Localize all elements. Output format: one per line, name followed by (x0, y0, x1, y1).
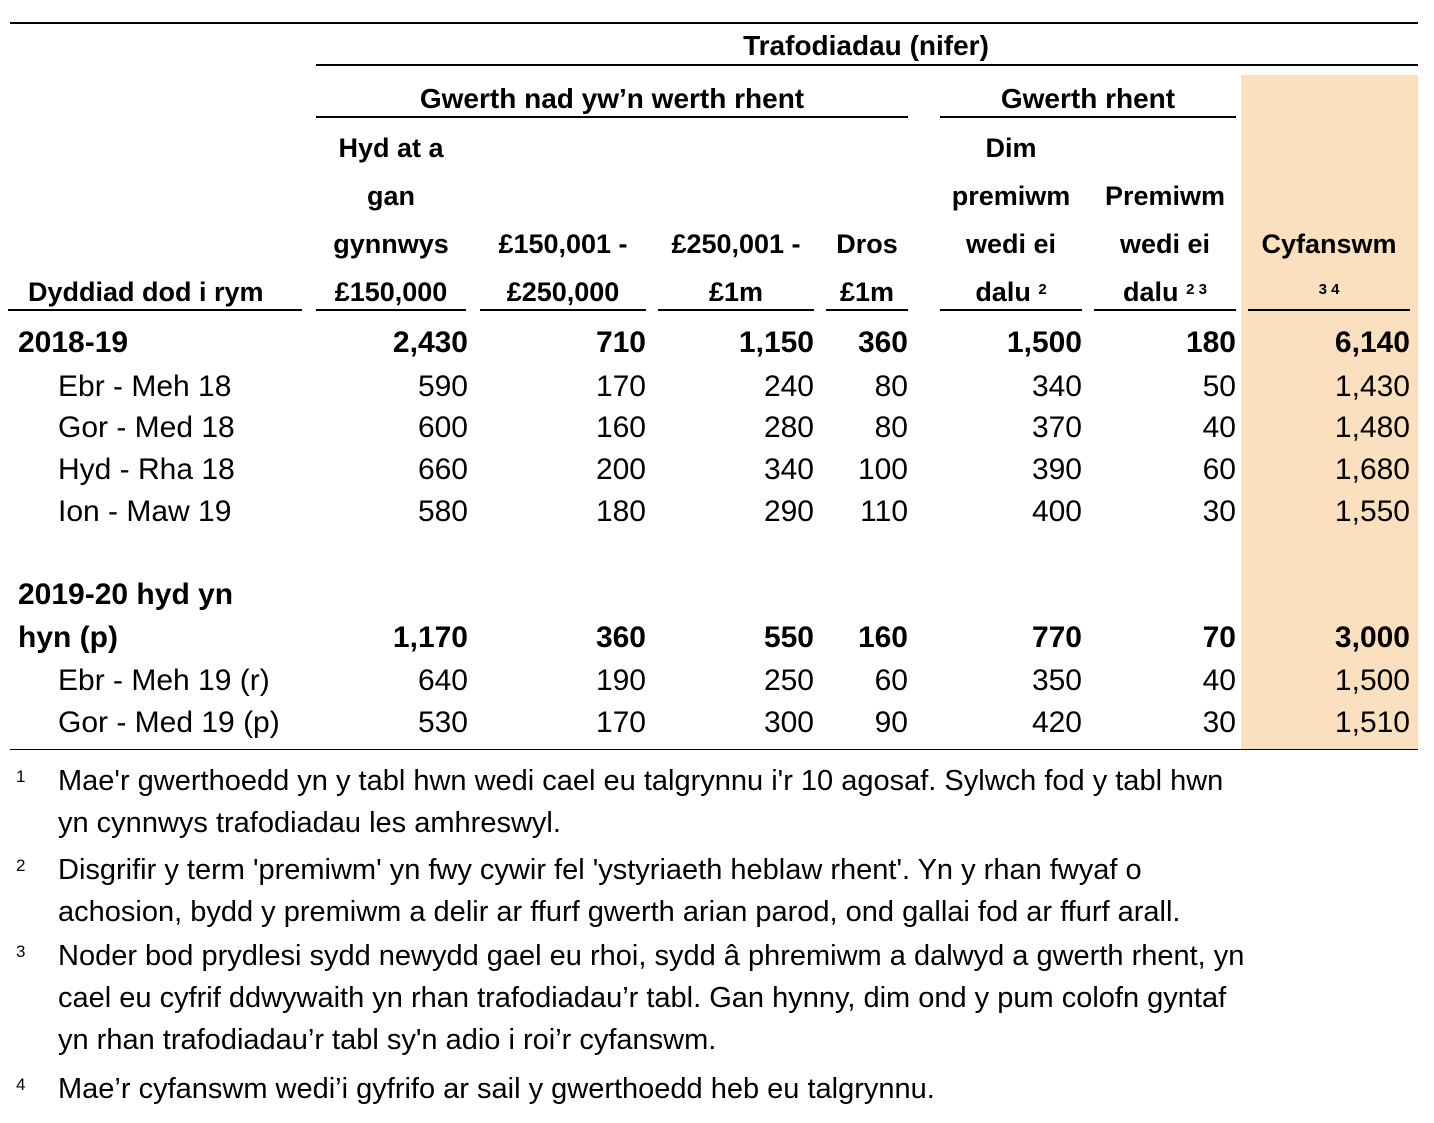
cell: 710 (595, 326, 646, 359)
cell: 590 (417, 370, 468, 403)
cell: 80 (874, 370, 908, 403)
table-row (0, 366, 1434, 408)
footnote-ref: 3 4 (1318, 281, 1340, 298)
cell: 30 (1202, 706, 1236, 739)
cell: 770 (1031, 621, 1082, 654)
cell: 400 (1031, 495, 1082, 528)
group-non-rent-rule (316, 116, 908, 118)
cell: 360 (857, 326, 908, 359)
cell: 360 (595, 621, 646, 654)
row-label: Gor - Med 18 (58, 411, 235, 444)
cell: 1,480 (1334, 411, 1410, 444)
cell: 6,140 (1334, 326, 1410, 359)
cell: 100 (857, 453, 908, 486)
cell: 340 (763, 453, 814, 486)
table-row (0, 660, 1434, 702)
cell: 90 (874, 706, 908, 739)
cell: 60 (1202, 453, 1236, 486)
footnote-mark: 3 (16, 942, 26, 961)
cell: 640 (417, 664, 468, 697)
cell: 300 (763, 706, 814, 739)
cell: 190 (595, 664, 646, 697)
header-rule (1248, 309, 1410, 311)
footnote-mark: 1 (16, 767, 26, 786)
cell: 170 (595, 370, 646, 403)
cell: 60 (874, 664, 908, 697)
table-row (0, 407, 1434, 449)
table-row (0, 702, 1434, 744)
row-label: Gor - Med 19 (p) (58, 706, 280, 739)
cell: 350 (1031, 664, 1082, 697)
cell: 180 (1185, 326, 1236, 359)
table-row-label-line (0, 574, 1434, 616)
group-rent: Gwerth rhent (1000, 83, 1176, 114)
cell: 240 (763, 370, 814, 403)
cell: 170 (595, 706, 646, 739)
cell: 250 (763, 664, 814, 697)
cell: 70 (1202, 621, 1236, 654)
cell: 30 (1202, 495, 1236, 528)
cell: 40 (1202, 664, 1236, 697)
cell: 370 (1031, 411, 1082, 444)
cell: 160 (595, 411, 646, 444)
row-label: Hyd - Rha 18 (58, 453, 235, 486)
title-rule (316, 64, 1418, 66)
col-header-up-to-150k: Hyd at a gan gynnwys £150,000 (333, 133, 449, 307)
row-label: Ebr - Meh 19 (r) (58, 664, 270, 697)
row-label: hyn (p) (18, 621, 118, 654)
header-rule (1094, 309, 1236, 311)
cell: 580 (417, 495, 468, 528)
cell: 50 (1202, 370, 1236, 403)
cell: 2,430 (392, 326, 468, 359)
col-header-250k-1m: £250,001 - £1m (671, 229, 801, 307)
group-rent-rule (940, 116, 1236, 118)
table-row (0, 449, 1434, 491)
cell: 1,170 (392, 621, 468, 654)
header-rule (940, 309, 1082, 311)
cell: 160 (857, 621, 908, 654)
cell: 200 (595, 453, 646, 486)
cell: 40 (1202, 411, 1236, 444)
table-row (0, 617, 1434, 659)
row-label: 2019-20 hyd yn (18, 578, 234, 611)
cell: 1,500 (1334, 664, 1410, 697)
cell: 530 (417, 706, 468, 739)
cell: 550 (763, 621, 814, 654)
row-label: Ion - Maw 19 (58, 495, 232, 528)
cell: 600 (417, 411, 468, 444)
cell: 660 (417, 453, 468, 486)
cell: 1,500 (1006, 326, 1082, 359)
header-rule (8, 309, 302, 311)
cell: 1,550 (1334, 495, 1410, 528)
cell: 110 (860, 495, 908, 528)
group-non-rent: Gwerth nad yw’n werth rhent (419, 83, 805, 114)
table-row (0, 491, 1434, 533)
header-rule (480, 309, 646, 311)
footnote-mark: 4 (16, 1075, 26, 1094)
bottom-rule (10, 749, 1418, 750)
row-label: 2018-19 (18, 326, 129, 359)
cell: 1,680 (1334, 453, 1410, 486)
footnote-mark: 2 (16, 856, 26, 875)
table-row (0, 322, 1434, 364)
header-rule (658, 309, 814, 311)
cell: 1,430 (1334, 370, 1410, 403)
cell: 180 (595, 495, 646, 528)
header-rule (316, 309, 466, 311)
header-rule (826, 309, 908, 311)
cell: 340 (1031, 370, 1082, 403)
cell: 80 (874, 411, 908, 444)
col-header-no-premium: Dim premiwm wedi ei dalu $^2$ (951, 133, 1071, 307)
col-header-date: Dyddiad dod i rym (28, 277, 264, 307)
col-header-premium-paid: Premiwm wedi ei dalu $^{2 3}$ (1104, 181, 1226, 307)
cell: 280 (763, 411, 814, 444)
col-header-over-1m: Dros £1m (836, 229, 898, 307)
footnote-ref: 2 3 (1186, 281, 1207, 298)
row-label: Ebr - Meh 18 (58, 370, 232, 403)
col-header-total: Cyfanswm $^{3 4}$ (1261, 229, 1397, 298)
cell: 1,510 (1334, 706, 1410, 739)
cell: 1,150 (738, 326, 814, 359)
cell: 3,000 (1334, 621, 1410, 654)
col-header-150k-250k: £150,001 - £250,000 (498, 229, 628, 307)
top-rule (10, 22, 1418, 24)
footnote-ref: 2 (1038, 281, 1047, 298)
cell: 290 (763, 495, 814, 528)
cell: 390 (1031, 453, 1082, 486)
cell: 420 (1031, 706, 1082, 739)
table-title: Trafodiadau (nifer) (743, 30, 989, 61)
